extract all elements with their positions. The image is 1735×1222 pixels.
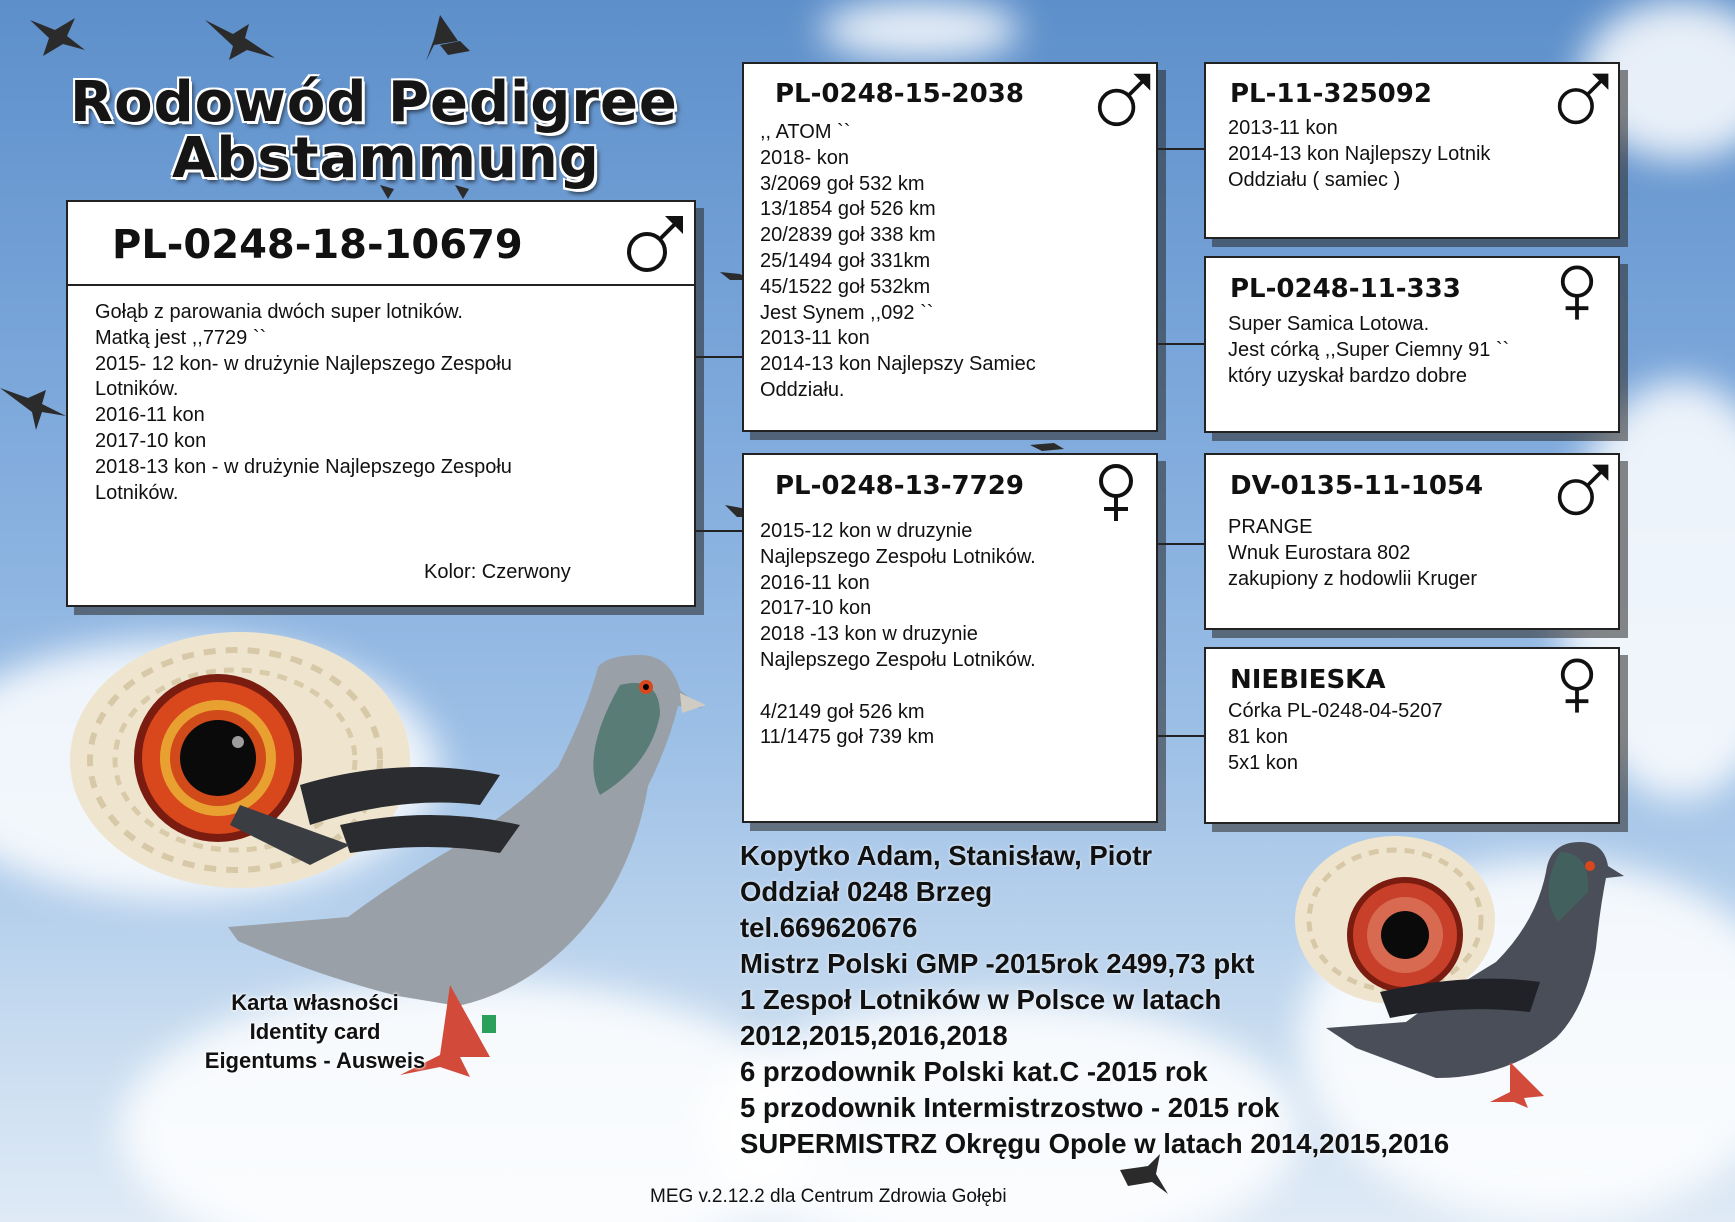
father-box (742, 62, 1158, 432)
main-bird-description: Gołąb z parowania dwóch super lotników. Matką jest ,,7729 `` 2015- 12 kon- w drużynie Najlepszego Zespołu Lotników. 2016-11 kon 2017-10 kon 2018-13 kon - w drużynie Najlepszego Zespołu Lotników. (95, 301, 512, 504)
footer-credit: MEG v.2.12.2 dla Centrum Zdrowia Gołębi (650, 1186, 1007, 1207)
owner-name: Kopytko Adam, Stanisław, Piotr (740, 840, 1153, 871)
mother-mother-description: Córka PL-0248-04-5207 81 kon 5x1 kon (1228, 700, 1443, 774)
father-mother-box (1204, 256, 1620, 433)
father-mother-ring-number: PL-0248-11-333 (1230, 274, 1461, 304)
owner-achievement: 6 przodownik Polski kat.C -2015 rok (740, 1056, 1208, 1087)
owner-achievement: 5 przodownik Intermistrzostwo - 2015 rok (740, 1092, 1280, 1123)
connector-mother-to-grandfather (1157, 543, 1205, 545)
mother-mother-box (1204, 647, 1620, 824)
female-symbol-icon (1096, 463, 1136, 523)
mother-father-box (1204, 453, 1620, 630)
main-bird-header-divider (68, 284, 694, 286)
owner-achievement: 1 Zespoł Lotników w Polsce w latach (740, 984, 1222, 1015)
mother-mother-ring-number: NIEBIESKA (1230, 665, 1386, 695)
owner-achievement: 2012,2015,2016,2018 (740, 1020, 1008, 1051)
mother-ring-number: PL-0248-13-7729 (775, 471, 1024, 501)
male-symbol-icon (625, 212, 687, 274)
owner-achievement: Mistrz Polski GMP -2015rok 2499,73 pkt (740, 948, 1255, 979)
card-line-polish: Karta własności (231, 990, 399, 1015)
mother-father-description: PRANGE Wnuk Eurostara 802 zakupiony z hodowlii Kruger (1228, 516, 1478, 590)
card-line-english: Identity card (249, 1019, 381, 1044)
main-bird-color: Kolor: Czerwony (424, 561, 571, 583)
connector-main-to-parents (695, 356, 743, 358)
owner-phone: tel.669620676 (740, 912, 918, 943)
mother-father-ring-number: DV-0135-11-1054 (1230, 471, 1484, 501)
connector-main-to-mother (695, 530, 743, 532)
father-father-description: 2013-11 kon 2014-13 kon Najlepszy Lotnik Oddziału ( samiec ) (1228, 117, 1491, 191)
title-line-1: Rodowód Pedigree (70, 70, 678, 135)
card-line-german: Eigentums - Ausweis (204, 1048, 426, 1073)
connector-father-to-grandfather (1157, 148, 1205, 150)
owner-info (740, 838, 1449, 1162)
father-description: ,, ATOM `` 2018- kon 3/2069 goł 532 km 13/1854 goł 526 km 20/2839 goł 338 km 25/1494 goł 331km 45/1522 goł 532km Jest Synem ,,092 `` 2013-11 kon 2014-13 kon Najlepszy Samiec Oddziału. (760, 121, 1036, 401)
owner-branch: Oddział 0248 Brzeg (740, 876, 993, 907)
title-line-2: Abstammung (172, 126, 600, 191)
main-bird-ring-number: PL-0248-18-10679 (112, 222, 523, 268)
father-ring-number: PL-0248-15-2038 (775, 79, 1024, 109)
male-symbol-icon (1556, 461, 1612, 517)
connector-father-to-grandmother (1157, 343, 1205, 345)
mother-box (742, 453, 1158, 823)
connector-mother-to-grandmother (1157, 735, 1205, 737)
mother-description: 2015-12 kon w druzynie Najlepszego Zespołu Lotników. 2016-11 kon 2017-10 kon 2018 -13 kon w druzynie Najlepszego Zespołu Lotników. 4/2149 goł 526 km 11/1475 goł 739 km (760, 520, 1036, 749)
identity-card-label (180, 988, 450, 1075)
owner-achievement: SUPERMISTRZ Okręgu Opole w latach 2014,2015,2016 (740, 1128, 1450, 1159)
father-mother-description: Super Samica Lotowa. Jest córką ,,Super Ciemny 91 `` który uzyskał bardzo dobre (1228, 313, 1510, 387)
father-father-box (1204, 62, 1620, 239)
father-father-ring-number: PL-11-325092 (1230, 79, 1432, 109)
main-bird-box (66, 200, 696, 607)
